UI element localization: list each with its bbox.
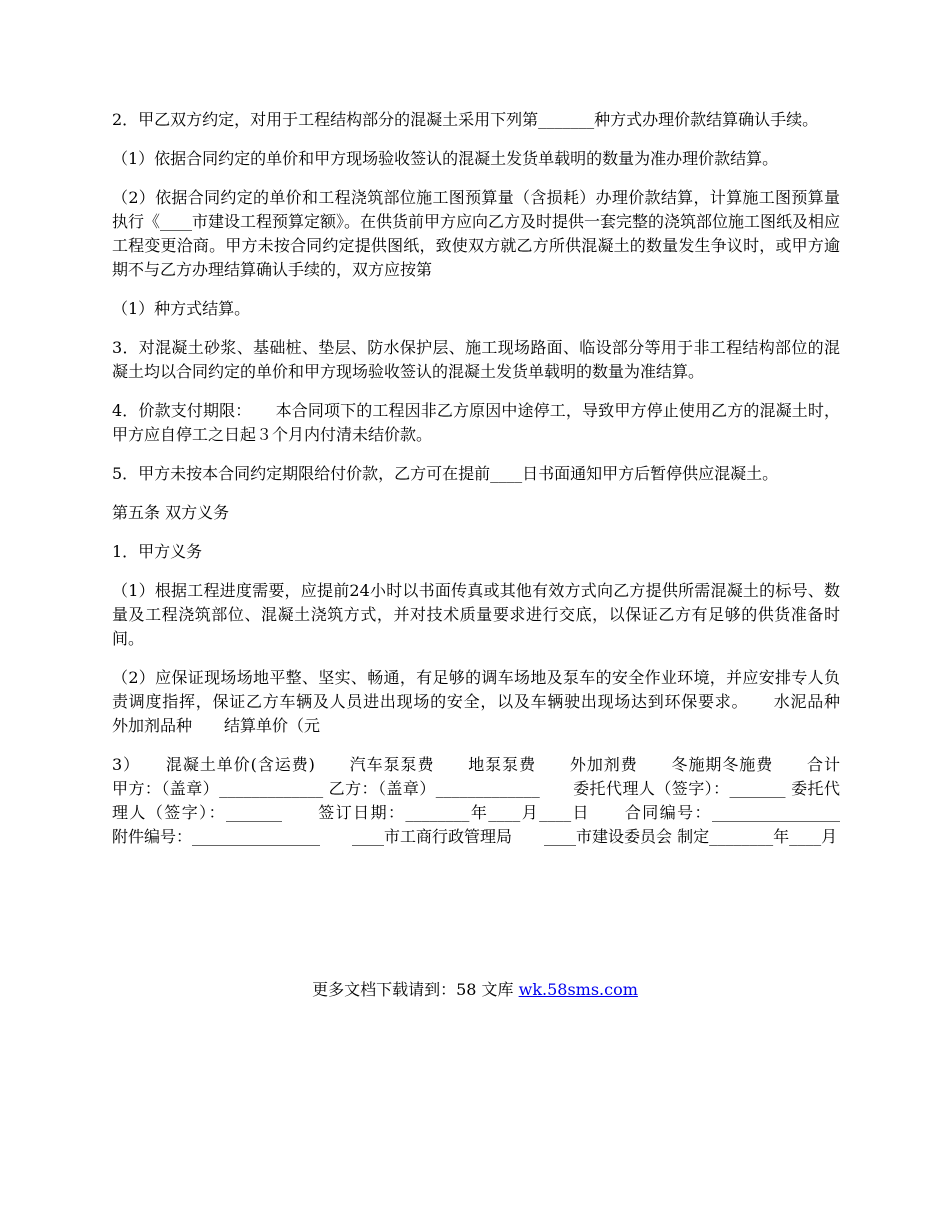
party-a-obligation-2: （2）应保证现场场地平整、坚实、畅通，有足够的调车场地及泵车的安全作业环境，并应安排专人负责调度指挥，保证乙方车辆及人员进出现场的安全，以及车辆驶出现场达到环保要求。 水泥品种 外加剂品种 结算单价（元 xyxy=(112,668,873,735)
footer-prefix: 更多文档下载请到：58 文库 xyxy=(312,980,519,999)
clause-3-non-structural: 3．对混凝土砂浆、基础桩、垫层、防水保护层、施工现场路面、临设部分等用于非工程结构部位的混凝土均以合同约定的单价和甲方现场验收签认的混凝土发货单载明的数量为准结算。 xyxy=(112,338,840,381)
clause-5-suspension: 5．甲方未按本合同约定期限给付价款，乙方可在提前____日书面通知甲方后暂停供应混凝土。 xyxy=(112,464,779,483)
party-a-obligation-1: （1）根据工程进度需要，应提前24小时以书面传真或其他有效方式向乙方提供所需混凝土的标号、数量及工程浇筑部位、混凝土浇筑方式，并对技术质量要求进行交底，以保证乙方有足够的供货准备时间。 xyxy=(112,581,840,648)
party-a-obligations-heading: 1．甲方义务 xyxy=(112,542,203,561)
download-footer xyxy=(0,978,950,1002)
settlement-option-1: （1）依据合同约定的单价和甲方现场验收签认的混凝土发货单载明的数量为准办理价款结算。 xyxy=(112,149,779,168)
clause-2-settlement-method: 2．甲乙双方约定，对用于工程结构部分的混凝土采用下列第_______种方式办理价款结算确认手续。 xyxy=(112,110,819,129)
footer-link[interactable]: wk.58sms.com xyxy=(518,980,638,999)
settlement-option-fallback: （1）种方式结算。 xyxy=(112,299,251,318)
price-table-and-signatures: 3） 混凝土单价(含运费) 汽车泵泵费 地泵泵费 外加剂费 冬施期冬施费 合计 甲方：（盖章）_____________ 乙方：（盖章）_____________ 委托代理人（签字）：_______ 委托代理人（签字）：_______ 签订日期：________年____月____日 合同编号：________________ 附件编号：________________ ____市工商行政管理局 ____市建设委员会 制定________年____月 xyxy=(112,755,873,846)
settlement-option-2: （2）依据合同约定的单价和工程浇筑部位施工图预算量（含损耗）办理价款结算，计算施工图预算量执行《____市建设工程预算定额》。在供货前甲方应向乙方及时提供一套完整的浇筑部位施工图纸及相应工程变更洽商。甲方未按合同约定提供图纸，致使双方就乙方所供混凝土的数量发生争议时，或甲方逾期不与乙方办理结算确认手续的，双方应按第 xyxy=(112,188,841,279)
document-body xyxy=(112,108,873,864)
article-5-heading: 第五条 双方义务 xyxy=(112,503,230,522)
clause-4-payment-term: 4．价款支付期限： 本合同项下的工程因非乙方原因中途停工，导致甲方停止使用乙方的混凝土时，甲方应自停工之日起３个月内付清未结价款。 xyxy=(112,401,840,444)
